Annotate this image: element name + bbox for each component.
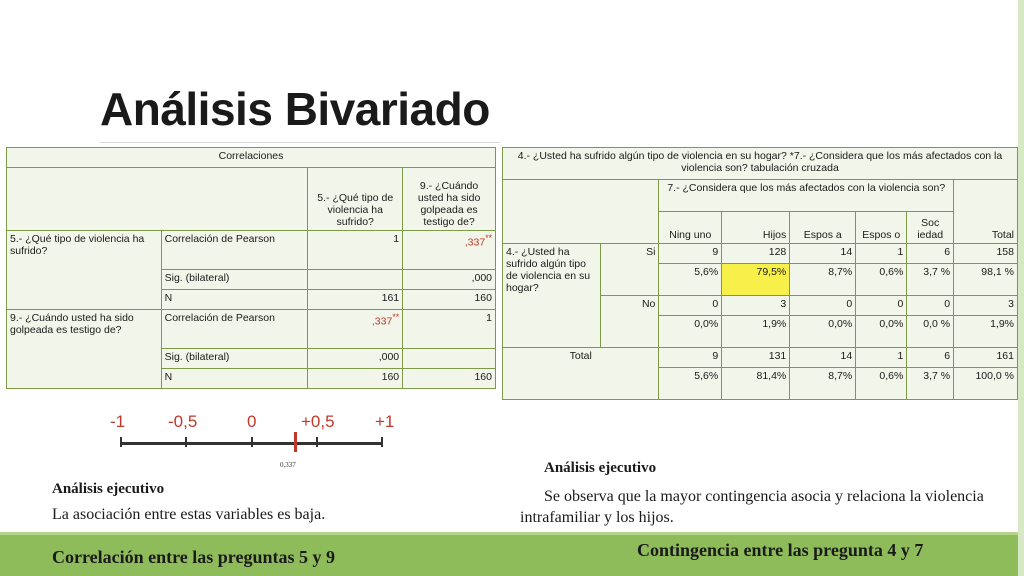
cont-cell: 8,7% (790, 368, 856, 400)
corr-cell: 160 (403, 369, 496, 389)
cont-cell: 0,6% (856, 264, 907, 296)
corr-cell: 161 (308, 290, 403, 310)
cont-cell: 1,9% (722, 316, 790, 348)
cont-cell: 5,6% (659, 368, 722, 400)
scale-label: +0,5 (301, 412, 335, 431)
corr-col-header-1: 5.- ¿Qué tipo de violencia ha sufrido? (308, 168, 403, 231)
corr-cell: ,000 (308, 349, 403, 369)
cont-cell: 100,0 % (954, 368, 1018, 400)
cont-cell: 131 (722, 348, 790, 368)
cont-row-group: 4.- ¿Usted ha sufrido algún tipo de violencia en su hogar? (503, 244, 601, 348)
cont-cell: 0 (790, 296, 856, 316)
scale-marker (294, 432, 297, 452)
cont-cell: 9 (659, 244, 722, 264)
cont-cell: 0 (856, 296, 907, 316)
cont-row-label: Si (600, 244, 659, 296)
left-exec-heading: Análisis ejecutivo (52, 481, 165, 497)
cont-cell: 6 (907, 348, 954, 368)
cont-cell: 158 (954, 244, 1018, 264)
corr-cell: 160 (308, 369, 403, 389)
corr-stat-label: Sig. (bilateral) (161, 349, 308, 369)
corr-cell: 1 (308, 231, 403, 270)
title-rule (100, 142, 500, 143)
cont-cell: 81,4% (722, 368, 790, 400)
cont-cell: 3 (954, 296, 1018, 316)
cont-col-header: Soc iedad (907, 212, 954, 244)
cont-cell: 9 (659, 348, 722, 368)
scale-tick (381, 437, 383, 447)
corr-stat-label: N (161, 290, 308, 310)
cont-cell: 3,7 % (907, 368, 954, 400)
scale-tick (316, 437, 318, 447)
cont-col-header: Espos a (790, 212, 856, 244)
cont-cell: 1,9% (954, 316, 1018, 348)
corr-value-red: ,337 (464, 236, 486, 249)
cont-cell: 0,0% (659, 316, 722, 348)
scale-tick (251, 437, 253, 447)
cont-cell: 0,6% (856, 368, 907, 400)
cont-cell: 98,1 % (954, 264, 1018, 296)
corr-cell: 160 (403, 290, 496, 310)
corr-cell (308, 270, 403, 290)
slide-title: Análisis Bivariado (100, 83, 490, 135)
corr-cell: 1 (403, 310, 496, 349)
cont-cell: 0 (907, 296, 954, 316)
cont-cell: 1 (856, 244, 907, 264)
corr-header-blank (7, 168, 308, 231)
corr-cell (308, 310, 403, 349)
cont-col-header: Hijos (722, 212, 790, 244)
footer-left-label: Correlación entre las preguntas 5 y 9 (52, 547, 335, 567)
cont-cell: 0,0% (790, 316, 856, 348)
scale-tick (120, 437, 122, 447)
cont-cell: 3 (722, 296, 790, 316)
corr-stat-label: N (161, 369, 308, 389)
right-exec-heading: Análisis ejecutivo (544, 460, 657, 476)
right-executive-analysis (520, 460, 1010, 529)
significance-mark: ** (485, 233, 492, 243)
corr-stat-label: Correlación de Pearson (161, 231, 308, 270)
corr-stat-label: Sig. (bilateral) (161, 270, 308, 290)
cont-cell-highlighted: 79,5% (722, 264, 790, 296)
corr-value-red: ,337 (371, 315, 393, 328)
cont-cell: 6 (907, 244, 954, 264)
cont-header-blank (503, 180, 659, 244)
cont-cell: 0,0 % (907, 316, 954, 348)
cont-cell: 0 (659, 296, 722, 316)
scale-label: -0,5 (168, 412, 198, 431)
right-stripe (1018, 0, 1024, 576)
cont-cell: 8,7% (790, 264, 856, 296)
cont-col-group: 7.- ¿Considera que los más afectados con la violencia son? (659, 180, 954, 212)
cont-cell: 14 (790, 348, 856, 368)
left-exec-body: La asociación entre estas variables es baja. (52, 506, 326, 523)
cont-col-header: Espos o (856, 212, 907, 244)
cont-cell: 14 (790, 244, 856, 264)
corr-cell: ,000 (403, 270, 496, 290)
correlation-scale (100, 410, 400, 470)
right-exec-body: Se observa que la mayor contingencia asocia y relaciona la violencia intrafamiliar y los hijos. (520, 488, 984, 526)
cont-cell: 0,0% (856, 316, 907, 348)
left-executive-analysis (52, 481, 452, 524)
cont-cell: 128 (722, 244, 790, 264)
contingency-caption: 4.- ¿Usted ha sufrido algún tipo de violencia en su hogar? *7.- ¿Considera que los más afectados con la violencia son? tabulación cruzada (503, 148, 1018, 180)
cont-cell: 3,7 % (907, 264, 954, 296)
correlations-caption: Correlaciones (7, 148, 496, 168)
corr-col-header-2: 9.- ¿Cuándo usted ha sido golpeada es testigo de? (403, 168, 496, 231)
top-bar (0, 0, 1024, 34)
cont-cell: 161 (954, 348, 1018, 368)
correlations-table (6, 147, 496, 389)
corr-row-label-2: 9.- ¿Cuándo usted ha sido golpeada es testigo de? (7, 310, 162, 389)
scale-tick (185, 437, 187, 447)
significance-mark: ** (392, 312, 400, 322)
cont-cell: 5,6% (659, 264, 722, 296)
cont-cell: 1 (856, 348, 907, 368)
corr-row-label-1: 5.- ¿Qué tipo de violencia ha sufrido? (7, 231, 162, 310)
footer-right-label: Contingencia entre las pregunta 4 y 7 (637, 540, 924, 560)
corr-cell (403, 231, 496, 270)
cont-total-header: Total (954, 180, 1018, 244)
cont-row-label-total: Total (503, 348, 659, 400)
scale-marker-label: 0,337 (280, 461, 296, 469)
contingency-table (502, 147, 1018, 400)
cont-row-label: No (600, 296, 659, 348)
scale-label: +1 (375, 412, 395, 431)
scale-label: 0 (247, 412, 257, 431)
corr-stat-label: Correlación de Pearson (161, 310, 308, 349)
cont-col-header: Ning uno (659, 212, 722, 244)
corr-cell (403, 349, 496, 369)
scale-label: -1 (110, 412, 126, 431)
